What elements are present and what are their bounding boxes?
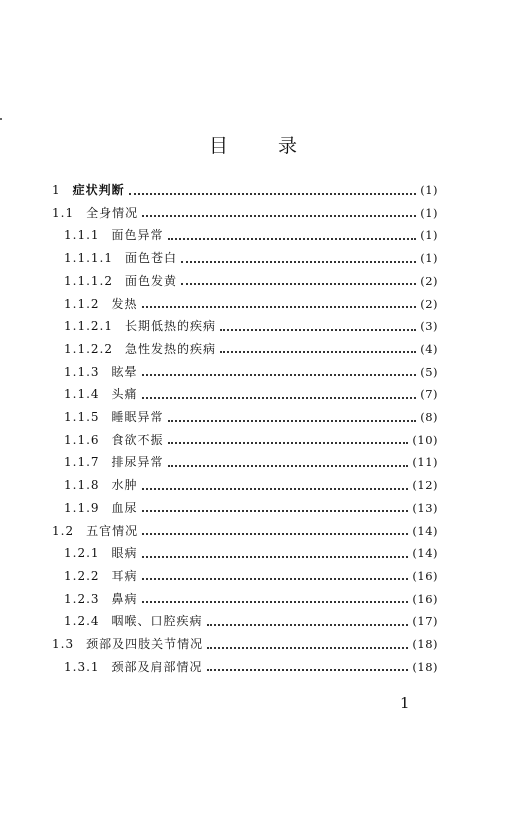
toc-entry-page: (3) (420, 319, 438, 334)
toc-dot-leader (142, 555, 409, 558)
toc-entry-title: 长期低热的疾病 (124, 319, 216, 334)
toc-entry (64, 566, 438, 586)
toc-dot-leader (142, 396, 417, 399)
toc-entry-title: 症状判断 (72, 183, 125, 197)
toc-entry-number: 1.2.2 (64, 568, 100, 583)
toc-entry-page: (4) (420, 341, 438, 356)
toc-entry-number: 1.3.1 (64, 659, 100, 674)
toc-entry-number: 1.1.2 (64, 296, 100, 311)
toc-entry-page: (16) (412, 591, 438, 606)
toc-dot-leader (168, 441, 409, 444)
toc-entry-title: 头痛 (111, 387, 138, 402)
toc-dot-leader (207, 646, 408, 649)
scan-mark (0, 118, 2, 120)
toc-entry-title: 面色异常 (111, 228, 164, 243)
toc-entry-number: 1.1.6 (64, 432, 100, 447)
toc-entry-title: 颈部及四肢关节情况 (86, 637, 204, 651)
toc-entry-page: (17) (412, 614, 438, 629)
toc-entry-title: 面色发黄 (124, 273, 177, 288)
toc-dot-leader (220, 328, 416, 331)
toc-entry-number: 1.1.5 (64, 410, 100, 424)
toc-dot-leader (142, 509, 409, 512)
toc-entry (64, 339, 438, 359)
toc-entry-number: 1.1.8 (64, 478, 100, 493)
toc-dot-leader (142, 600, 409, 603)
toc-entry-page: (11) (412, 455, 438, 470)
toc-entry-page: (12) (412, 478, 438, 493)
toc-entry-title: 鼻病 (111, 591, 138, 606)
toc-entry-page: (2) (420, 296, 438, 311)
toc-entry (64, 248, 438, 268)
toc-dot-leader (142, 373, 417, 376)
toc-dot-leader (142, 487, 409, 490)
toc-entry (64, 657, 438, 677)
toc-entry-title: 食欲不振 (111, 432, 164, 447)
toc-entry-page: (14) (412, 523, 438, 538)
toc-entry-page: (1) (420, 205, 438, 220)
toc-entry (64, 430, 438, 450)
toc-entry-number: 1.1.2.1 (64, 319, 113, 334)
toc-entry (64, 498, 438, 518)
toc-entry-page: (1) (420, 183, 438, 197)
toc-entry-page: (5) (420, 364, 438, 379)
toc-dot-leader (168, 464, 409, 467)
toc-entry (52, 203, 438, 223)
toc-entry (64, 543, 438, 563)
toc-dot-leader (181, 282, 416, 285)
toc-entry (64, 316, 438, 336)
toc-entry-title: 眩晕 (111, 364, 138, 379)
toc-dot-leader (168, 419, 417, 422)
toc-entry (64, 452, 438, 472)
toc-entry-number: 1 (52, 183, 61, 197)
toc-entry-number: 1.1.4 (64, 387, 100, 402)
toc-entry-title: 排尿异常 (111, 455, 164, 470)
toc-entry-title: 耳病 (111, 568, 138, 583)
toc-entry (64, 589, 438, 609)
toc-entry-page: (18) (412, 659, 438, 674)
toc-entry-title: 水肿 (111, 478, 138, 493)
toc-entry (64, 294, 438, 314)
toc-entry-page: (2) (420, 273, 438, 288)
toc-entry-title: 血尿 (111, 500, 138, 515)
toc-entry-page: (14) (412, 546, 438, 561)
toc-entry-title: 睡眠异常 (111, 410, 164, 424)
toc-entry-page: (16) (412, 568, 438, 583)
toc-entry-title: 急性发热的疾病 (124, 341, 216, 356)
toc-entry-title: 眼病 (111, 546, 138, 561)
toc-entry-number: 1.2.3 (64, 591, 100, 606)
toc-entry-page: (1) (420, 251, 438, 266)
toc-dot-leader (142, 577, 409, 580)
toc-dot-leader (129, 192, 417, 195)
toc-dot-leader (142, 305, 417, 308)
toc-entry (64, 384, 438, 404)
toc-entry-number: 1.2 (52, 523, 75, 538)
page-title: 目 录 (208, 135, 320, 157)
toc-entry-title: 面色苍白 (124, 251, 177, 266)
toc-entry-page: (7) (420, 387, 438, 402)
toc-dot-leader (220, 350, 416, 353)
toc-entry-number: 1.1.1.1 (64, 251, 113, 266)
toc-entry-number: 1.1.1 (64, 228, 100, 243)
toc-entry (64, 407, 438, 427)
toc-entry (64, 611, 438, 631)
toc-dot-leader (207, 668, 409, 671)
toc-entry (64, 475, 438, 495)
toc-entry (64, 225, 438, 245)
toc-entry (52, 634, 438, 654)
toc-entry-title: 全身情况 (86, 205, 139, 220)
toc-entry-page: (10) (412, 432, 438, 447)
toc-dot-leader (142, 214, 416, 217)
toc-entry-title: 五官情况 (86, 523, 139, 538)
toc-dot-leader (142, 532, 408, 535)
toc-dot-leader (168, 237, 417, 240)
toc-entry-number: 1.1.1.2 (64, 273, 113, 288)
toc-entry-page: (13) (412, 500, 438, 515)
toc-entry-page: (1) (420, 228, 438, 243)
toc-entry-number: 1.1.9 (64, 500, 100, 515)
toc-entry-title: 发热 (111, 296, 138, 311)
toc-dot-leader (181, 260, 416, 263)
toc-entry (52, 180, 438, 200)
toc-entry (64, 362, 438, 382)
toc-entry-number: 1.1.2.2 (64, 341, 113, 356)
toc-entry-number: 1.2.1 (64, 546, 100, 561)
toc-entry-number: 1.1.3 (64, 364, 100, 379)
toc-entry-page: (8) (420, 410, 438, 424)
toc-entry-number: 1.1.7 (64, 455, 100, 470)
toc-entry-number: 1.2.4 (64, 614, 100, 629)
table-of-contents (0, 180, 506, 700)
toc-entry-number: 1.3 (52, 637, 75, 651)
toc-entry (64, 271, 438, 291)
page-number: 1 (400, 694, 410, 712)
toc-dot-leader (207, 623, 409, 626)
toc-entry (52, 521, 438, 541)
toc-entry-title: 颈部及肩部情况 (111, 659, 203, 674)
toc-entry-number: 1.1 (52, 205, 75, 220)
toc-entry-page: (18) (412, 637, 438, 651)
toc-entry-title: 咽喉、口腔疾病 (111, 614, 203, 629)
